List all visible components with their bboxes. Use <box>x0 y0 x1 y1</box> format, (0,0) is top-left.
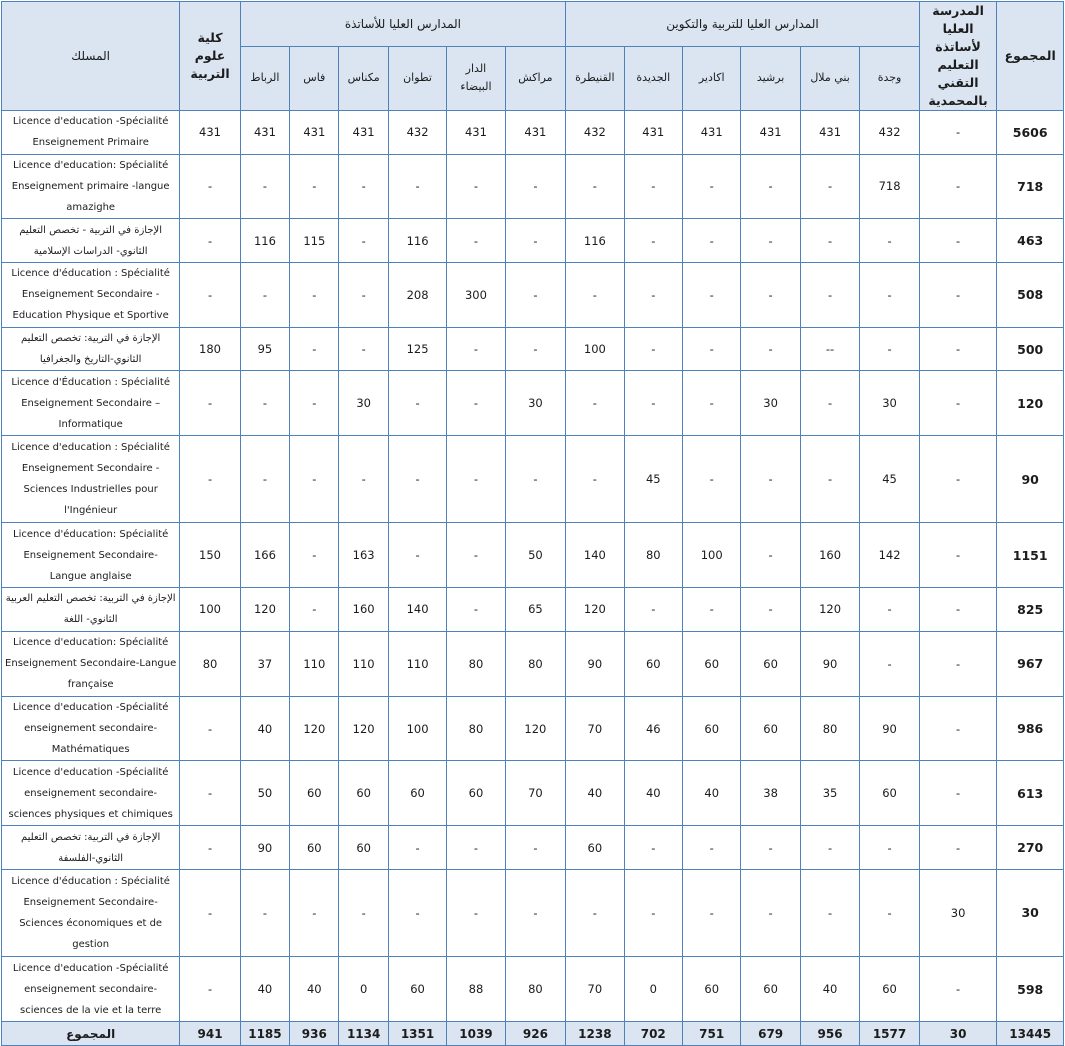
value-cell: 40 <box>566 761 624 826</box>
value-cell: 115 <box>290 219 339 263</box>
value-cell: 40 <box>682 761 740 826</box>
value-cell: 431 <box>624 111 682 155</box>
row-total-cell: 718 <box>997 154 1064 219</box>
table-row <box>2 761 1064 826</box>
value-cell: 30 <box>741 371 800 436</box>
value-cell: - <box>741 523 800 588</box>
value-cell: - <box>624 262 682 327</box>
value-cell: 163 <box>339 523 388 588</box>
value-cell: 110 <box>290 631 339 696</box>
value-cell: - <box>290 371 339 436</box>
header-crmef-city: برشيد <box>741 46 800 110</box>
value-cell: 120 <box>566 588 624 632</box>
value-cell: - <box>566 262 624 327</box>
value-cell: 116 <box>566 219 624 263</box>
value-cell: - <box>180 957 240 1022</box>
value-cell: - <box>290 523 339 588</box>
program-cell: Licence d'education : Spécialité Enseignement Secondaire - Sciences Industrielles pour l'Ingénieur <box>2 436 180 523</box>
value-cell: 90 <box>566 631 624 696</box>
value-cell: - <box>800 154 859 219</box>
value-cell: - <box>505 826 565 870</box>
value-cell: - <box>860 631 920 696</box>
value-cell: 40 <box>290 957 339 1022</box>
value-cell: - <box>180 869 240 956</box>
value-cell: 30 <box>339 371 388 436</box>
table-row <box>2 826 1064 870</box>
table-row <box>2 111 1064 155</box>
header-ens-city: مراكش <box>505 46 565 110</box>
value-cell: 110 <box>388 631 446 696</box>
table-row <box>2 957 1064 1022</box>
value-cell: - <box>800 262 859 327</box>
value-cell: - <box>339 327 388 371</box>
value-cell: 160 <box>800 523 859 588</box>
row-total-cell: 508 <box>997 262 1064 327</box>
value-cell: 0 <box>624 957 682 1022</box>
value-cell: - <box>682 588 740 632</box>
program-cell: Licence d'education -Spécialité enseignement secondaire-sciences de la vie et la terre <box>2 957 180 1022</box>
table-row <box>2 588 1064 632</box>
value-cell: 60 <box>290 826 339 870</box>
value-cell: - <box>919 826 997 870</box>
value-cell: 80 <box>447 631 505 696</box>
value-cell: - <box>860 588 920 632</box>
value-cell: - <box>800 436 859 523</box>
value-cell: - <box>741 869 800 956</box>
value-cell: 60 <box>741 957 800 1022</box>
value-cell: - <box>741 219 800 263</box>
value-cell: - <box>505 219 565 263</box>
value-cell: - <box>566 436 624 523</box>
value-cell: - <box>682 262 740 327</box>
value-cell: 431 <box>180 111 240 155</box>
value-cell: - <box>860 869 920 956</box>
value-cell: 80 <box>624 523 682 588</box>
header-ens-city: الرباط <box>240 46 289 110</box>
value-cell: 432 <box>566 111 624 155</box>
value-cell: 88 <box>447 957 505 1022</box>
value-cell: - <box>682 436 740 523</box>
value-cell: - <box>388 826 446 870</box>
value-cell: - <box>505 436 565 523</box>
header-crmef-city: بني ملال <box>800 46 859 110</box>
value-cell: - <box>388 371 446 436</box>
footer-value-cell: 1039 <box>447 1022 505 1046</box>
value-cell: 80 <box>800 696 859 761</box>
value-cell: - <box>624 219 682 263</box>
value-cell: 120 <box>505 696 565 761</box>
value-cell: - <box>240 154 289 219</box>
value-cell: 35 <box>800 761 859 826</box>
value-cell: - <box>290 154 339 219</box>
footer-value-cell: 1134 <box>339 1022 388 1046</box>
program-cell: الإجازة في التربية: تخصص التعليم العربية الثانوي- اللغة <box>2 588 180 632</box>
value-cell: - <box>919 436 997 523</box>
value-cell: 60 <box>682 957 740 1022</box>
value-cell: - <box>682 826 740 870</box>
value-cell: - <box>180 371 240 436</box>
value-cell: - <box>447 327 505 371</box>
value-cell: - <box>240 371 289 436</box>
value-cell: 60 <box>388 957 446 1022</box>
value-cell: 160 <box>339 588 388 632</box>
value-cell: - <box>447 869 505 956</box>
value-cell: - <box>447 826 505 870</box>
value-cell: - <box>919 327 997 371</box>
value-cell: - <box>447 219 505 263</box>
value-cell: - <box>860 262 920 327</box>
value-cell: 150 <box>180 523 240 588</box>
header-enset: المدرسة العليا لأساتذة التعليم التقني بالمحمدية <box>919 2 997 111</box>
value-cell: - <box>180 154 240 219</box>
value-cell: 431 <box>682 111 740 155</box>
value-cell: 45 <box>860 436 920 523</box>
value-cell: - <box>240 869 289 956</box>
value-cell: - <box>741 154 800 219</box>
table-row <box>2 436 1064 523</box>
value-cell: 50 <box>240 761 289 826</box>
value-cell: 45 <box>624 436 682 523</box>
row-total-cell: 613 <box>997 761 1064 826</box>
table-row <box>2 219 1064 263</box>
value-cell: 60 <box>624 631 682 696</box>
footer-label: المجموع <box>2 1022 180 1046</box>
value-cell: - <box>682 219 740 263</box>
row-total-cell: 500 <box>997 327 1064 371</box>
value-cell: 166 <box>240 523 289 588</box>
value-cell: 116 <box>240 219 289 263</box>
footer-value-cell: 702 <box>624 1022 682 1046</box>
value-cell: - <box>919 761 997 826</box>
header-ens-group: المدارس العليا للأساتذة <box>240 2 565 47</box>
value-cell: - <box>682 371 740 436</box>
value-cell: 300 <box>447 262 505 327</box>
program-cell: Licence d'éducation : Spécialité Enseignement Secondaire - Education Physique et Sportive <box>2 262 180 327</box>
value-cell: - <box>624 371 682 436</box>
value-cell: - <box>505 327 565 371</box>
footer-value-cell: 1185 <box>240 1022 289 1046</box>
value-cell: 50 <box>505 523 565 588</box>
value-cell: 38 <box>741 761 800 826</box>
header-ens-city: الدار البيضاء <box>447 46 505 110</box>
value-cell: - <box>339 262 388 327</box>
value-cell: 140 <box>388 588 446 632</box>
value-cell: - <box>919 523 997 588</box>
footer-value-cell: 956 <box>800 1022 859 1046</box>
value-cell: - <box>919 957 997 1022</box>
program-cell: الإجازة في التربية - تخصص التعليم الثانوي- الدراسات الإسلامية <box>2 219 180 263</box>
value-cell: 120 <box>240 588 289 632</box>
value-cell: - <box>505 154 565 219</box>
value-cell: 60 <box>388 761 446 826</box>
value-cell: - <box>447 371 505 436</box>
value-cell: 116 <box>388 219 446 263</box>
value-cell: - <box>290 262 339 327</box>
value-cell: 125 <box>388 327 446 371</box>
value-cell: 80 <box>505 957 565 1022</box>
value-cell: - <box>180 696 240 761</box>
value-cell: 60 <box>339 761 388 826</box>
header-crmef-group: المدارس العليا للتربية والتكوين <box>566 2 920 47</box>
footer-value-cell: 679 <box>741 1022 800 1046</box>
value-cell: - <box>290 327 339 371</box>
value-cell: 432 <box>388 111 446 155</box>
value-cell: 90 <box>800 631 859 696</box>
value-cell: 100 <box>180 588 240 632</box>
value-cell: - <box>919 219 997 263</box>
value-cell: 431 <box>447 111 505 155</box>
footer-value-cell: 1577 <box>860 1022 920 1046</box>
program-cell: Licence d'education -Spécialité enseignement secondaire-sciences physiques et chimiques <box>2 761 180 826</box>
header-total: المجموع <box>997 2 1064 111</box>
header-faculty: كلية علوم التربية <box>180 2 240 111</box>
value-cell: 90 <box>860 696 920 761</box>
value-cell: - <box>447 154 505 219</box>
table-row <box>2 262 1064 327</box>
row-total-cell: 598 <box>997 957 1064 1022</box>
value-cell: - <box>919 262 997 327</box>
value-cell: 431 <box>240 111 289 155</box>
enrollment-table <box>1 1 1064 1046</box>
table-row <box>2 523 1064 588</box>
value-cell: - <box>447 436 505 523</box>
value-cell: - <box>741 262 800 327</box>
value-cell: - <box>860 826 920 870</box>
value-cell: - <box>919 631 997 696</box>
value-cell: - <box>682 869 740 956</box>
value-cell: - <box>180 436 240 523</box>
value-cell: 60 <box>741 631 800 696</box>
grand-total-cell: 13445 <box>997 1022 1064 1046</box>
value-cell: 95 <box>240 327 289 371</box>
header-crmef-city: القنيطرة <box>566 46 624 110</box>
footer-value-cell: 751 <box>682 1022 740 1046</box>
value-cell: - <box>741 588 800 632</box>
value-cell: - <box>388 436 446 523</box>
row-total-cell: 967 <box>997 631 1064 696</box>
table-row <box>2 869 1064 956</box>
value-cell: - <box>180 761 240 826</box>
header-crmef-city: وجدة <box>860 46 920 110</box>
program-cell: Licence d'education -Spécialité Enseignement Primaire <box>2 111 180 155</box>
program-cell: Licence d'éducation : Spécialité Enseignement Secondaire- Sciences économiques et de gestion <box>2 869 180 956</box>
value-cell: 60 <box>339 826 388 870</box>
value-cell: 431 <box>339 111 388 155</box>
row-total-cell: 5606 <box>997 111 1064 155</box>
value-cell: - <box>339 436 388 523</box>
program-cell: Licence d'education -Spécialité enseignement secondaire- Mathématiques <box>2 696 180 761</box>
header-ens-city: مكناس <box>339 46 388 110</box>
value-cell: - <box>860 327 920 371</box>
value-cell: -- <box>800 327 859 371</box>
value-cell: 100 <box>566 327 624 371</box>
footer-value-cell: 1238 <box>566 1022 624 1046</box>
footer-value-cell: 30 <box>919 1022 997 1046</box>
value-cell: 120 <box>339 696 388 761</box>
value-cell: 65 <box>505 588 565 632</box>
value-cell: 60 <box>682 696 740 761</box>
value-cell: 180 <box>180 327 240 371</box>
value-cell: 140 <box>566 523 624 588</box>
value-cell: 60 <box>860 761 920 826</box>
value-cell: 30 <box>860 371 920 436</box>
value-cell: - <box>180 826 240 870</box>
value-cell: 431 <box>290 111 339 155</box>
program-cell: الإجازة في التربية: تخصص التعليم الثانوي-التاريخ والجغرافيا <box>2 327 180 371</box>
header-crmef-city: اكادير <box>682 46 740 110</box>
footer-value-cell: 941 <box>180 1022 240 1046</box>
value-cell: - <box>919 588 997 632</box>
value-cell: 100 <box>388 696 446 761</box>
value-cell: - <box>741 826 800 870</box>
value-cell: 37 <box>240 631 289 696</box>
value-cell: 100 <box>682 523 740 588</box>
value-cell: 30 <box>919 869 997 956</box>
header-program: المسلك <box>2 2 180 111</box>
value-cell: - <box>180 219 240 263</box>
value-cell: - <box>566 869 624 956</box>
value-cell: - <box>339 219 388 263</box>
row-total-cell: 986 <box>997 696 1064 761</box>
value-cell: - <box>339 869 388 956</box>
table-row <box>2 696 1064 761</box>
value-cell: 120 <box>290 696 339 761</box>
value-cell: 60 <box>682 631 740 696</box>
value-cell: - <box>800 371 859 436</box>
value-cell: 80 <box>180 631 240 696</box>
row-total-cell: 1151 <box>997 523 1064 588</box>
footer-value-cell: 926 <box>505 1022 565 1046</box>
program-cell: Licence d'éducation: Spécialité Enseignement Secondaire- Langue anglaise <box>2 523 180 588</box>
value-cell: 60 <box>741 696 800 761</box>
value-cell: 142 <box>860 523 920 588</box>
value-cell: 431 <box>505 111 565 155</box>
value-cell: - <box>240 436 289 523</box>
value-cell: - <box>624 826 682 870</box>
value-cell: - <box>624 154 682 219</box>
value-cell: - <box>860 219 920 263</box>
value-cell: - <box>447 523 505 588</box>
value-cell: 110 <box>339 631 388 696</box>
row-total-cell: 30 <box>997 869 1064 956</box>
header-ens-city: تطوان <box>388 46 446 110</box>
value-cell: 60 <box>447 761 505 826</box>
value-cell: - <box>566 371 624 436</box>
totals-row <box>2 1022 1064 1046</box>
value-cell: 70 <box>566 957 624 1022</box>
value-cell: 80 <box>447 696 505 761</box>
value-cell: - <box>624 869 682 956</box>
value-cell: - <box>800 219 859 263</box>
value-cell: - <box>919 371 997 436</box>
value-cell: - <box>180 262 240 327</box>
value-cell: - <box>388 869 446 956</box>
value-cell: 60 <box>860 957 920 1022</box>
value-cell: 70 <box>566 696 624 761</box>
value-cell: - <box>339 154 388 219</box>
table-row <box>2 631 1064 696</box>
value-cell: - <box>566 154 624 219</box>
value-cell: - <box>624 327 682 371</box>
value-cell: - <box>919 154 997 219</box>
value-cell: 40 <box>240 957 289 1022</box>
value-cell: - <box>800 826 859 870</box>
value-cell: - <box>505 262 565 327</box>
value-cell: 432 <box>860 111 920 155</box>
value-cell: 120 <box>800 588 859 632</box>
value-cell: 70 <box>505 761 565 826</box>
value-cell: 431 <box>800 111 859 155</box>
row-total-cell: 270 <box>997 826 1064 870</box>
value-cell: - <box>741 436 800 523</box>
row-total-cell: 90 <box>997 436 1064 523</box>
value-cell: - <box>447 588 505 632</box>
value-cell: 40 <box>800 957 859 1022</box>
value-cell: - <box>388 154 446 219</box>
value-cell: 90 <box>240 826 289 870</box>
table-row <box>2 371 1064 436</box>
value-cell: - <box>290 436 339 523</box>
program-cell: الإجازة في التربية: تخصص التعليم الثانوي-الفلسفة <box>2 826 180 870</box>
value-cell: - <box>624 588 682 632</box>
value-cell: - <box>919 696 997 761</box>
header-crmef-city: الجديدة <box>624 46 682 110</box>
value-cell: 60 <box>290 761 339 826</box>
value-cell: - <box>290 869 339 956</box>
program-cell: Licence d'Éducation : Spécialité Enseignement Secondaire – Informatique <box>2 371 180 436</box>
footer-value-cell: 1351 <box>388 1022 446 1046</box>
value-cell: - <box>290 588 339 632</box>
value-cell: 40 <box>624 761 682 826</box>
value-cell: - <box>919 111 997 155</box>
row-total-cell: 463 <box>997 219 1064 263</box>
table-row <box>2 154 1064 219</box>
value-cell: - <box>800 869 859 956</box>
value-cell: - <box>240 262 289 327</box>
value-cell: - <box>741 327 800 371</box>
value-cell: 60 <box>566 826 624 870</box>
value-cell: 718 <box>860 154 920 219</box>
value-cell: 80 <box>505 631 565 696</box>
value-cell: 208 <box>388 262 446 327</box>
table-row <box>2 327 1064 371</box>
value-cell: 46 <box>624 696 682 761</box>
value-cell: - <box>682 327 740 371</box>
value-cell: 431 <box>741 111 800 155</box>
footer-value-cell: 936 <box>290 1022 339 1046</box>
value-cell: 0 <box>339 957 388 1022</box>
value-cell: 30 <box>505 371 565 436</box>
value-cell: 40 <box>240 696 289 761</box>
header-ens-city: فاس <box>290 46 339 110</box>
value-cell: - <box>505 869 565 956</box>
value-cell: - <box>388 523 446 588</box>
program-cell: Licence d'education: Spécialité Enseignement Secondaire-Langue française <box>2 631 180 696</box>
program-cell: Licence d'education: Spécialité Enseignement primaire -langue amazighe <box>2 154 180 219</box>
value-cell: - <box>682 154 740 219</box>
row-total-cell: 825 <box>997 588 1064 632</box>
row-total-cell: 120 <box>997 371 1064 436</box>
